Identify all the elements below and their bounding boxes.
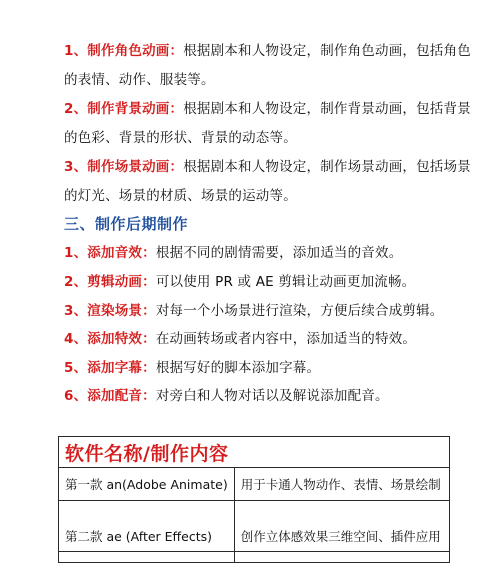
table-row-partial [59, 552, 450, 563]
item-number: 1、 [64, 43, 88, 59]
section2-item-2-line2 [64, 128, 460, 148]
item-separator: ： [169, 43, 184, 59]
item-separator: ： [142, 360, 156, 376]
item-number: 3、 [64, 159, 88, 175]
item-separator: ： [142, 388, 156, 404]
empty-cell [234, 501, 449, 522]
item-lead: 添加音效 [87, 245, 143, 261]
item-separator: ： [169, 101, 184, 117]
table-row [59, 521, 450, 552]
item-lead: 添加字幕 [87, 360, 143, 376]
software-name-cell: 第二款 ae (After Effects) [59, 521, 235, 552]
item-text: 对旁白和人物对话以及解说添加配音。 [155, 388, 389, 404]
item-separator: ： [142, 274, 156, 290]
item-lead: 剪辑动画 [87, 274, 143, 290]
empty-cell [59, 501, 235, 522]
item-text: 在动画转场或者内容中，添加适当的特效。 [155, 331, 417, 347]
item-text: 的色彩、背景的形状、背景的动态等。 [64, 130, 297, 146]
item-lead: 制作背景动画 [87, 101, 170, 117]
item-separator: ： [142, 303, 156, 319]
item-lead: 添加配音 [87, 388, 143, 404]
item-number: 6、 [64, 388, 88, 404]
item-number: 2、 [64, 274, 88, 290]
section2-item-2-line1 [64, 99, 471, 119]
item-text: 根据剧本和人物设定，制作场景动画，包括场景 [183, 159, 471, 175]
item-number: 4、 [64, 331, 88, 347]
item-lead: 制作场景动画 [87, 159, 170, 175]
item-lead: 制作角色动画 [87, 43, 170, 59]
table-title: 软件名称/制作内容 [59, 437, 450, 468]
software-table [58, 436, 450, 563]
item-separator: ： [142, 331, 156, 347]
section3-heading: 三、制作后期制作 [64, 215, 189, 233]
item-text: 根据写好的脚本添加字幕。 [155, 360, 321, 376]
table-row-spacer [59, 501, 450, 522]
section3-item-3 [64, 301, 460, 321]
section2-item-3-line1 [64, 157, 471, 177]
item-text: 根据剧本和人物设定，制作背景动画，包括背景 [183, 101, 471, 117]
item-separator: ： [169, 159, 184, 175]
section2-item-1-line1 [64, 41, 471, 61]
item-number: 5、 [64, 360, 88, 376]
table-row [59, 468, 450, 501]
item-text: 的灯光、场景的材质、场景的运动等。 [64, 188, 297, 204]
item-text: 根据不同的剧情需要，添加适当的音效。 [155, 245, 403, 261]
empty-cell [59, 552, 235, 563]
software-content-cell: 用于卡通人物动作、表情、场景绘制 [234, 468, 449, 501]
table-title-row [59, 437, 450, 468]
section2-item-3-line2 [64, 186, 460, 206]
section3-item-4 [64, 329, 460, 349]
software-content-cell: 创作立体感效果三维空间、插件应用 [234, 521, 449, 552]
item-text: 的表情、动作、服装等。 [64, 72, 215, 88]
item-lead: 渲染场景 [87, 303, 143, 319]
software-name-cell: 第一款 an(Adobe Animate) [59, 468, 235, 501]
empty-cell [234, 552, 449, 563]
section3-item-6 [64, 386, 460, 406]
section3-item-5 [64, 358, 460, 378]
item-lead: 添加特效 [87, 331, 143, 347]
item-number: 1、 [64, 245, 88, 261]
section3-item-2 [64, 272, 460, 292]
section2-item-1-line2 [64, 70, 460, 90]
item-text: 可以使用 PR 或 AE 剪辑让动画更加流畅。 [155, 274, 416, 290]
item-number: 3、 [64, 303, 88, 319]
item-text: 根据剧本和人物设定，制作角色动画，包括角色 [183, 43, 471, 59]
item-number: 2、 [64, 101, 88, 117]
section3-item-1 [64, 243, 460, 263]
item-text: 对每一个小场景进行渲染，方便后续合成剪辑。 [155, 303, 444, 319]
item-separator: ： [142, 245, 156, 261]
